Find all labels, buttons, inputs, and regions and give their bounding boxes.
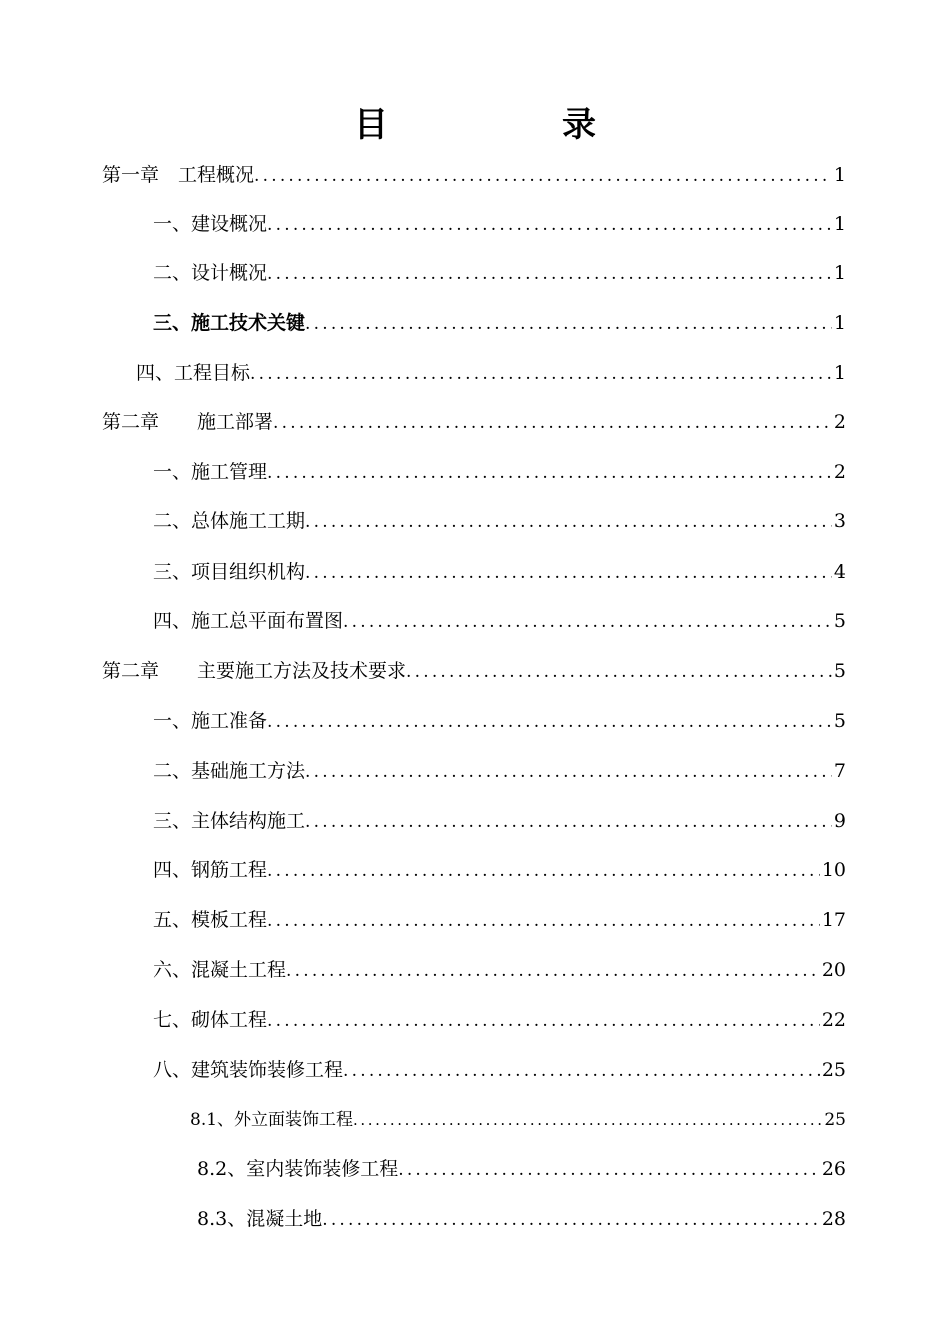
toc-entry-label: 第一章 工程概况 bbox=[102, 164, 255, 186]
toc-entry-page-number: 1 bbox=[833, 362, 846, 384]
toc-entry-2-1[interactable] bbox=[153, 457, 846, 487]
toc-entry-page-number: 1 bbox=[833, 262, 846, 284]
toc-entry-page-number: 25 bbox=[821, 1059, 846, 1081]
toc-entry-page-number: 5 bbox=[833, 660, 846, 682]
toc-entry-page-number: 28 bbox=[821, 1208, 846, 1230]
toc-entry-page-number: 2 bbox=[833, 461, 846, 483]
toc-entry-label: 一、施工准备 bbox=[153, 710, 268, 732]
toc-entry-page-number: 20 bbox=[821, 959, 846, 981]
toc-leader-dots bbox=[250, 359, 832, 389]
toc-entry-label: 五、模板工程 bbox=[153, 909, 268, 931]
toc-entry-page-number: 26 bbox=[821, 1158, 846, 1180]
toc-entry-label: 二、总体施工工期 bbox=[153, 510, 306, 532]
toc-entry-label: 四、工程目标 bbox=[136, 362, 251, 384]
toc-leader-dots bbox=[343, 1056, 820, 1086]
toc-entry-chapter-1[interactable] bbox=[102, 160, 846, 190]
toc-entry-page-number: 2 bbox=[833, 411, 846, 433]
toc-leader-dots bbox=[305, 757, 832, 787]
toc-entry-page-number: 1 bbox=[833, 213, 846, 235]
toc-entry-label: 一、施工管理 bbox=[153, 461, 268, 483]
toc-entry-label: 四、钢筋工程 bbox=[153, 859, 268, 881]
toc-entry-3-5[interactable] bbox=[153, 905, 846, 935]
toc-entry-3-8-2[interactable] bbox=[197, 1154, 846, 1184]
toc-entry-label: 三、施工技术关键 bbox=[153, 312, 306, 334]
toc-entry-chapter-3[interactable] bbox=[102, 656, 846, 686]
toc-leader-dots bbox=[343, 607, 832, 637]
page-title: 目 录 bbox=[354, 105, 666, 145]
toc-entry-label: 8.1、外立面装饰工程 bbox=[190, 1110, 354, 1130]
toc-leader-dots bbox=[267, 259, 832, 289]
toc-entry-page-number: 1 bbox=[833, 164, 846, 186]
toc-entry-label: 8.2、室内装饰装修工程 bbox=[197, 1158, 399, 1180]
toc-entry-3-8-1[interactable] bbox=[190, 1105, 846, 1135]
toc-entry-label: 二、设计概况 bbox=[153, 262, 268, 284]
toc-entry-label: 四、施工总平面布置图 bbox=[153, 610, 344, 632]
toc-leader-dots bbox=[305, 309, 832, 339]
toc-entry-2-2[interactable] bbox=[153, 506, 846, 536]
toc-leader-dots bbox=[286, 956, 820, 986]
toc-leader-dots bbox=[406, 657, 832, 687]
toc-entry-1-2[interactable] bbox=[153, 258, 846, 288]
toc-leader-dots bbox=[353, 1105, 822, 1135]
toc-entry-page-number: 5 bbox=[833, 710, 846, 732]
toc-entry-page-number: 17 bbox=[821, 909, 846, 931]
toc-entry-page-number: 4 bbox=[833, 561, 846, 583]
toc-entry-page-number: 25 bbox=[824, 1110, 846, 1130]
toc-leader-dots bbox=[267, 856, 820, 886]
toc-entry-3-2[interactable] bbox=[153, 756, 846, 786]
toc-entry-page-number: 10 bbox=[821, 859, 846, 881]
toc-entry-3-4[interactable] bbox=[153, 855, 846, 885]
toc-entry-label: 二、基础施工方法 bbox=[153, 760, 306, 782]
toc-entry-label: 8.3、混凝土地 bbox=[197, 1208, 323, 1230]
toc-entry-chapter-2[interactable] bbox=[102, 407, 846, 437]
toc-leader-dots bbox=[273, 408, 832, 438]
toc-leader-dots bbox=[398, 1155, 820, 1185]
toc-entry-page-number: 3 bbox=[833, 510, 846, 532]
toc-entry-2-3[interactable] bbox=[153, 557, 846, 587]
toc-entry-label: 三、主体结构施工 bbox=[153, 810, 306, 832]
toc-leader-dots bbox=[267, 1006, 820, 1036]
toc-leader-dots bbox=[267, 707, 832, 737]
toc-entry-page-number: 1 bbox=[833, 312, 846, 334]
toc-entry-label: 七、砌体工程 bbox=[153, 1009, 268, 1031]
toc-entry-1-4[interactable] bbox=[136, 358, 846, 388]
toc-leader-dots bbox=[305, 807, 832, 837]
toc-entry-label: 第二章 主要施工方法及技术要求 bbox=[102, 660, 407, 682]
toc-entry-3-3[interactable] bbox=[153, 806, 846, 836]
toc-entry-page-number: 7 bbox=[833, 760, 846, 782]
toc-entry-1-3[interactable] bbox=[153, 308, 846, 338]
toc-entry-3-8-3[interactable] bbox=[197, 1204, 846, 1234]
toc-entry-1-1[interactable] bbox=[153, 209, 846, 239]
toc-leader-dots bbox=[267, 210, 832, 240]
toc-leader-dots bbox=[305, 558, 832, 588]
toc-entry-label: 第二章 施工部署 bbox=[102, 411, 274, 433]
toc-entry-label: 六、混凝土工程 bbox=[153, 959, 287, 981]
toc-entry-2-4[interactable] bbox=[153, 606, 846, 636]
toc-leader-dots bbox=[267, 458, 832, 488]
toc-entry-3-7[interactable] bbox=[153, 1005, 846, 1035]
toc-entry-page-number: 9 bbox=[833, 810, 846, 832]
toc-entry-page-number: 22 bbox=[821, 1009, 846, 1031]
toc-leader-dots bbox=[322, 1205, 820, 1235]
toc-leader-dots bbox=[305, 507, 832, 537]
toc-entry-3-6[interactable] bbox=[153, 955, 846, 985]
toc-entry-3-8[interactable] bbox=[153, 1055, 846, 1085]
toc-leader-dots bbox=[254, 161, 832, 191]
toc-entry-page-number: 5 bbox=[833, 610, 846, 632]
toc-entry-label: 八、建筑装饰装修工程 bbox=[153, 1059, 344, 1081]
toc-entry-label: 三、项目组织机构 bbox=[153, 561, 306, 583]
toc-leader-dots bbox=[267, 906, 820, 936]
toc-entry-3-1[interactable] bbox=[153, 706, 846, 736]
toc-entry-label: 一、建设概况 bbox=[153, 213, 268, 235]
